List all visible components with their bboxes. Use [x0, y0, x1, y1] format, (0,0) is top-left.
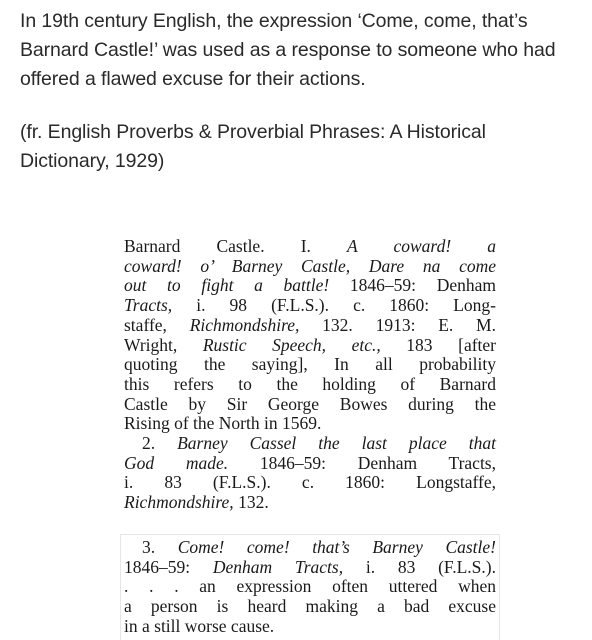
- entry-line: coward! o’ Barney Castle, Dare na come: [124, 255, 496, 276]
- caption-paragraph: In 19th century English, the expression ‘Come, come, that’s Barnard Castle!’ was used as a response to someone who had offered a flawed excuse for their actions.: [20, 10, 556, 90]
- entry-line: a person is heard making a bad excuse: [124, 596, 496, 617]
- entry-line: 1846–59: Denham Tracts, i. 83 (F.L.S.).: [124, 556, 496, 577]
- entry-line: Castle by Sir George Bowes during the: [124, 393, 496, 414]
- entry-line: Tracts, i. 98 (F.L.S.). c. 1860: Long-: [124, 295, 496, 316]
- entry-line: Rising of the North in 1569.: [124, 413, 322, 434]
- entry-headword: Barnard Castle.: [124, 236, 265, 256]
- entry-line: Richmondshire, 132.: [124, 492, 269, 513]
- source-citation: (fr. English Proverbs & Proverbial Phrases: A Historical Dictionary, 1929): [20, 121, 486, 172]
- entry-line: 3. Come! come! that’s Barney Castle!: [142, 537, 496, 557]
- entry-line: i. 83 (F.L.S.). c. 1860: Longstaffe,: [124, 472, 496, 493]
- entry-line: God made. 1846–59: Denham Tracts,: [124, 452, 496, 473]
- entry-line: Barnard Castle. I. A coward! a: [124, 236, 497, 256]
- entry-line: Wright, Rustic Speech, etc., 183 [after: [124, 334, 496, 355]
- entry-line: out to fight a battle! 1846–59: Denham: [124, 275, 496, 296]
- entry-line: this refers to the holding of Barnard: [124, 373, 496, 394]
- entry-line: . . . an expression often uttered when: [124, 576, 496, 597]
- entry-line: 2. Barney Cassel the last place that: [142, 433, 496, 454]
- entry-line: in a still worse cause.: [124, 615, 275, 636]
- entry-line: quoting the saying], In all probability: [124, 354, 496, 375]
- dictionary-entry-scan: [124, 237, 496, 513]
- entry-line: staffe, Richmondshire, 132. 1913: E. M.: [124, 314, 496, 335]
- highlighted-entry-scan: [124, 538, 496, 637]
